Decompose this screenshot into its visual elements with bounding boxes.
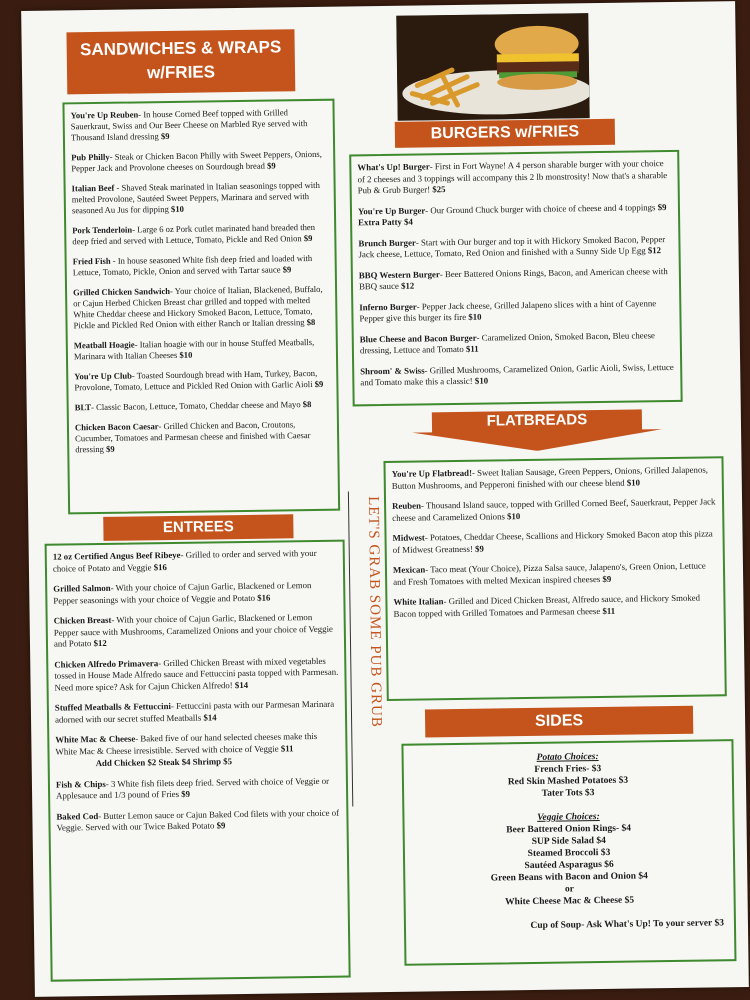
item-price: $11 [280,742,294,753]
side-item: Red Skin Mashed Potatoes $3 [507,775,629,788]
item-description: - Thousand Island sauce, topped with Grilled Corned Beef, Sauerkraut, Pepper Jack cheese and Caramelized Onions [392,496,716,523]
item-description: - Shaved Steak marinated in Italian seasonings topped with melted Provolone, Sautéed Sweet Peppers, Marinara and served with seasoned Au Jus for dipping [71,179,320,216]
item-description: - Grilled Mushrooms, Caramelized Onion, Garlic Aioli, Swiss, Lettuce and Tomato make this a classic! [360,361,674,388]
side-item: SUP Side Salad $4 [531,835,606,847]
item-name: Baked Cod [56,810,99,822]
item-description: - Sweet Italian Sausage, Green Peppers, Onions, Grilled Jalapenos, Button Mushrooms, and Pepperoni finished with our cheese blend [391,464,709,491]
item-description: - Italian hoagie with our in house Stuffed Meatballs, Marinara with Italian Cheeses [73,336,315,362]
menu-item [75,399,331,414]
sandwiches-box [62,99,340,515]
item-price: $9 Extra Patty $4 [358,201,667,228]
item-description: - In house Corned Beef topped with Grilled Sauerkraut, Swiss and Our Beer Cheese on Marbled Rye served with Thousand Island dressing [70,107,308,143]
sandwiches-banner [66,29,295,94]
item-price: $9 [160,130,170,142]
item-price: $11 [465,343,479,354]
side-item: French Fries- $3 [534,764,602,775]
item-price: $8 [302,399,312,410]
menu-item [75,419,331,456]
menu-item [359,297,673,324]
item-name: Stuffed Meatballs & Fettuccini [54,701,172,713]
burgers-title: BURGERS w/FRIES [430,123,580,143]
or-text: or [564,884,575,895]
menu-item [73,284,330,332]
item-description: - Grilled Chicken Breast with mixed vegetables tossed in House Made Alfredo sauce and Fettuccini pasta topped with Parmesan. Need more spice? Ask for Cajun Chicken Alfredo! [54,655,339,693]
item-name: Chicken Breast [53,614,112,626]
item-description: - Toasted Sourdough bread with Ham, Turkey, Bacon, Provolone, Tomato, Lettuce and Pickled Red Onion with Garlic Aioli [74,367,318,393]
menu-item [53,548,337,575]
item-description: - Butter Lemon sauce or Cajun Baked Cod filets with your choice of Veggie. Served with our Twice Baked Potato [56,807,340,833]
menu-item [392,496,716,524]
veggie-list [411,821,728,885]
item-name: Fried Fish [72,255,111,267]
item-price: $10 [170,203,184,214]
item-price: $11 [602,605,616,616]
item-description: - Beer Battered Onions Rings, Bacon, and American cheese with BBQ sauce [358,265,668,292]
menu-item [54,655,338,693]
flatbread-list [392,464,718,620]
menu-paper [21,1,749,997]
item-name: Italian Beef [71,182,115,194]
menu-item [357,158,671,197]
item-description: - With your choice of Cajun Garlic, Blackened or Lemon Pepper seasonings with your choice of Veggie and Potato [53,580,312,606]
item-name: Chicken Alfredo Primavera [54,657,159,670]
entree-addons: Add Chicken $2 Steak $4 Shrimp $5 [95,756,233,769]
item-name: You're Up Reuben [70,109,139,121]
item-price: $9 [474,543,484,554]
flatbreads-banner [412,407,663,452]
menu-item [74,337,330,363]
sides-banner [425,706,693,738]
sandwich-list [71,107,332,456]
item-price: $9 [181,788,191,799]
item-name: Chicken Bacon Caesar [74,421,159,433]
side-item: Sautéed Asparagus $6 [524,859,614,872]
item-price: $9 [266,160,276,171]
item-description: - Steak or Chicken Bacon Philly with Sweet Peppers, Onions, Pepper Jack and Provolone cheeses on Sourdough bread [71,148,322,174]
flatbreads-box [383,456,726,701]
menu-item [56,775,340,802]
burgers-box [349,150,682,407]
item-name: 12 oz Certified Angus Beef Ribeye [52,549,181,562]
entrees-banner [103,514,293,541]
menu-item [55,731,339,758]
item-description: - First in Fort Wayne! A 4 person sharable burger with your choice of 2 cheeses and 3 toppings will accompany this 2 lb monstrosity! Now that's a sharable Pub & Grub Burger! [357,158,668,196]
item-price: $8 [306,316,316,328]
item-name: Grilled Chicken Sandwich [73,285,171,298]
menu-item [359,265,673,292]
burger-fries-image-icon [396,13,589,121]
item-price: $14 [234,679,249,690]
item-description: - Fettuccini pasta with our Parmesan Marinara adorned with our secret stuffed Meatballs [54,698,335,725]
item-name: Meatball Hoagie [73,339,135,351]
tagline-text: LET'S GRAB SOME PUB GRUB [364,496,385,729]
item-description: - Our Ground Chuck burger with choice of cheese and 4 toppings [425,201,656,215]
item-name: Midwest [392,532,425,543]
entree-list [53,548,341,834]
item-price: $9 [602,573,612,584]
item-description: - Classic Bacon, Lettuce, Tomato, Cheddar cheese and Mayo [91,399,301,413]
item-price: $9 [314,378,324,389]
item-price: $9 [303,232,313,244]
item-price: $25 [432,184,446,195]
item-name: What's Up! Burger [357,161,430,173]
item-name: Fish & Chips [55,778,106,790]
side-item: Beer Battered Onion Rings- $4 [506,823,632,836]
sides-box [401,739,736,966]
item-name: You're Up Club [74,370,132,382]
item-name: Brunch Burger [358,237,416,248]
potato-list [410,761,726,801]
menu-item [360,329,674,356]
menu-item [56,807,340,834]
item-price: $9 [282,264,292,275]
side-item: Tater Tots $3 [541,788,595,799]
item-description: - Caramelized Onion, Smoked Bacon, Bleu cheese dressing, Lettuce and Tomato [359,329,655,356]
menu-item [393,560,717,588]
item-price: $16 [257,592,271,603]
item-name: Blue Cheese and Bacon Burger [359,332,477,344]
entrees-box [45,540,351,982]
item-price: $12 [647,245,662,256]
menu-item [72,180,328,217]
item-name: Shroom' & Swiss [360,364,425,376]
sandwiches-title: SANDWICHES & WRAPS w/FRIES [79,37,282,83]
item-description: - Baked five of our hand selected cheeses make this White Mac & Cheese irresistible. Served with choice of Veggie [55,730,318,757]
item-name: Pub Philly [71,151,110,163]
item-description: - Potatoes, Cheddar Cheese, Scallions and Hickory Smoked Bacon atop this pizza of Midwest Greatness! [392,528,713,555]
item-name: Grilled Salmon [53,582,111,594]
veggie-heading: Veggie Choices: [537,812,600,823]
side-item: Steamed Broccoli $3 [527,847,611,860]
item-price: $10 [626,476,641,488]
item-price: $10 [506,510,521,521]
burger-list [357,158,674,389]
flatbreads-title: FLATBREADS [486,411,588,430]
item-description: - Grilled and Diced Chicken Breast, Alfredo sauce, and Hickory Smoked Bacon topped with Grilled Tomatoes and Parmesan cheese [393,592,701,619]
mac-item: White Cheese Mac & Cheese $5 [505,895,635,908]
menu-item [360,361,674,388]
menu-item [53,580,337,607]
item-description: - Your choice of Italian, Blackened, Buffalo, or Cajun Herbed Chicken Breast char grilled and topped with melted White Cheddar cheese and Hickory Smoked Bacon, Lettuce, Tomato, Pickle and Pickled Red Onion with either Ranch or Italian dressing [73,283,323,331]
item-name: You're Up Burger [357,204,426,216]
menu-item [393,592,717,620]
item-price: $12 [93,637,107,649]
side-item: Green Beans with Bacon and Onion $4 [490,871,648,884]
menu-item [74,368,330,394]
soup-item: Cup of Soup- Ask What's Up! To your server $3 [530,918,725,932]
menu-item [358,201,672,228]
menu-item [73,253,329,279]
potato-heading: Potato Choices: [536,752,599,763]
entrees-title: ENTREES [162,518,234,537]
item-name: BLT [74,402,92,413]
item-price: $10 [468,311,482,322]
item-description: - Pepper Jack cheese, Grilled Jalapeno slices with a hint of Cayenne Pepper give this burger its fire [359,297,657,324]
item-description: - In house seasoned White fish deep fried and loaded with Lettuce, Tomato, Pickle, Onion and served with Tartar sauce [72,252,313,278]
menu-item [55,699,339,726]
item-price: $16 [153,561,167,572]
menu-item [71,107,327,144]
item-name: Reuben [392,500,422,511]
item-price: $9 [216,820,226,831]
item-name: You're Up Flatbread! [391,467,473,479]
item-price: $12 [400,280,415,291]
menu-item [392,528,716,556]
menu-item [54,612,338,650]
item-price: $9 [106,443,115,454]
item-name: White Mac & Cheese [55,733,136,745]
item-description: - Taco meat (Your Choice), Pizza Salsa sauce, Jalapeno's, Green Onion, Lettuce and Fresh Tomatoes with melted Mexican inspired cheeses [393,560,706,587]
item-name: Mexican [392,564,426,575]
burgers-banner [395,119,615,148]
item-description: - With your choice of Cajun Garlic, Blackened or Lemon Pepper sauce with Mushrooms, Caramelized Onions and your choice of Veggie and Potato [53,612,333,649]
item-name: Pork Tenderloin [72,224,133,236]
item-price: $10 [474,375,489,386]
item-description: - Large 6 oz Pork cutlet marinated hand breaded then deep fried and served with Lettuce, Tomato, Pickle and Red Onion [72,221,316,247]
menu-item [71,149,327,175]
item-price: $10 [179,349,193,360]
item-price: $14 [203,711,217,723]
burger-photo [396,13,589,121]
item-description: - Start with Our burger and top it with Hickory Smoked Bacon, Pepper Jack cheese, Lettuce, Tomato, Red Onion and finished with a Sunny Side Up Egg [358,233,666,260]
item-name: White Italian [393,596,444,607]
item-description: - Grilled Chicken and Bacon, Croutons, Cucumber, Tomatoes and Parmesan cheese and finished with Caesar dressing [75,419,311,455]
menu-item [72,222,328,248]
menu-item [392,464,716,492]
item-description: - 3 White fish filets deep fried. Served with choice of Veggie or Applesauce and 1/3 pound of Fries [56,775,330,801]
item-name: BBQ Western Burger [358,268,440,280]
item-name: Inferno Burger [359,301,417,312]
item-description: - Grilled to order and served with your choice of Potato and Veggie [52,547,317,574]
sides-title: SIDES [534,712,584,730]
menu-item [358,233,672,260]
